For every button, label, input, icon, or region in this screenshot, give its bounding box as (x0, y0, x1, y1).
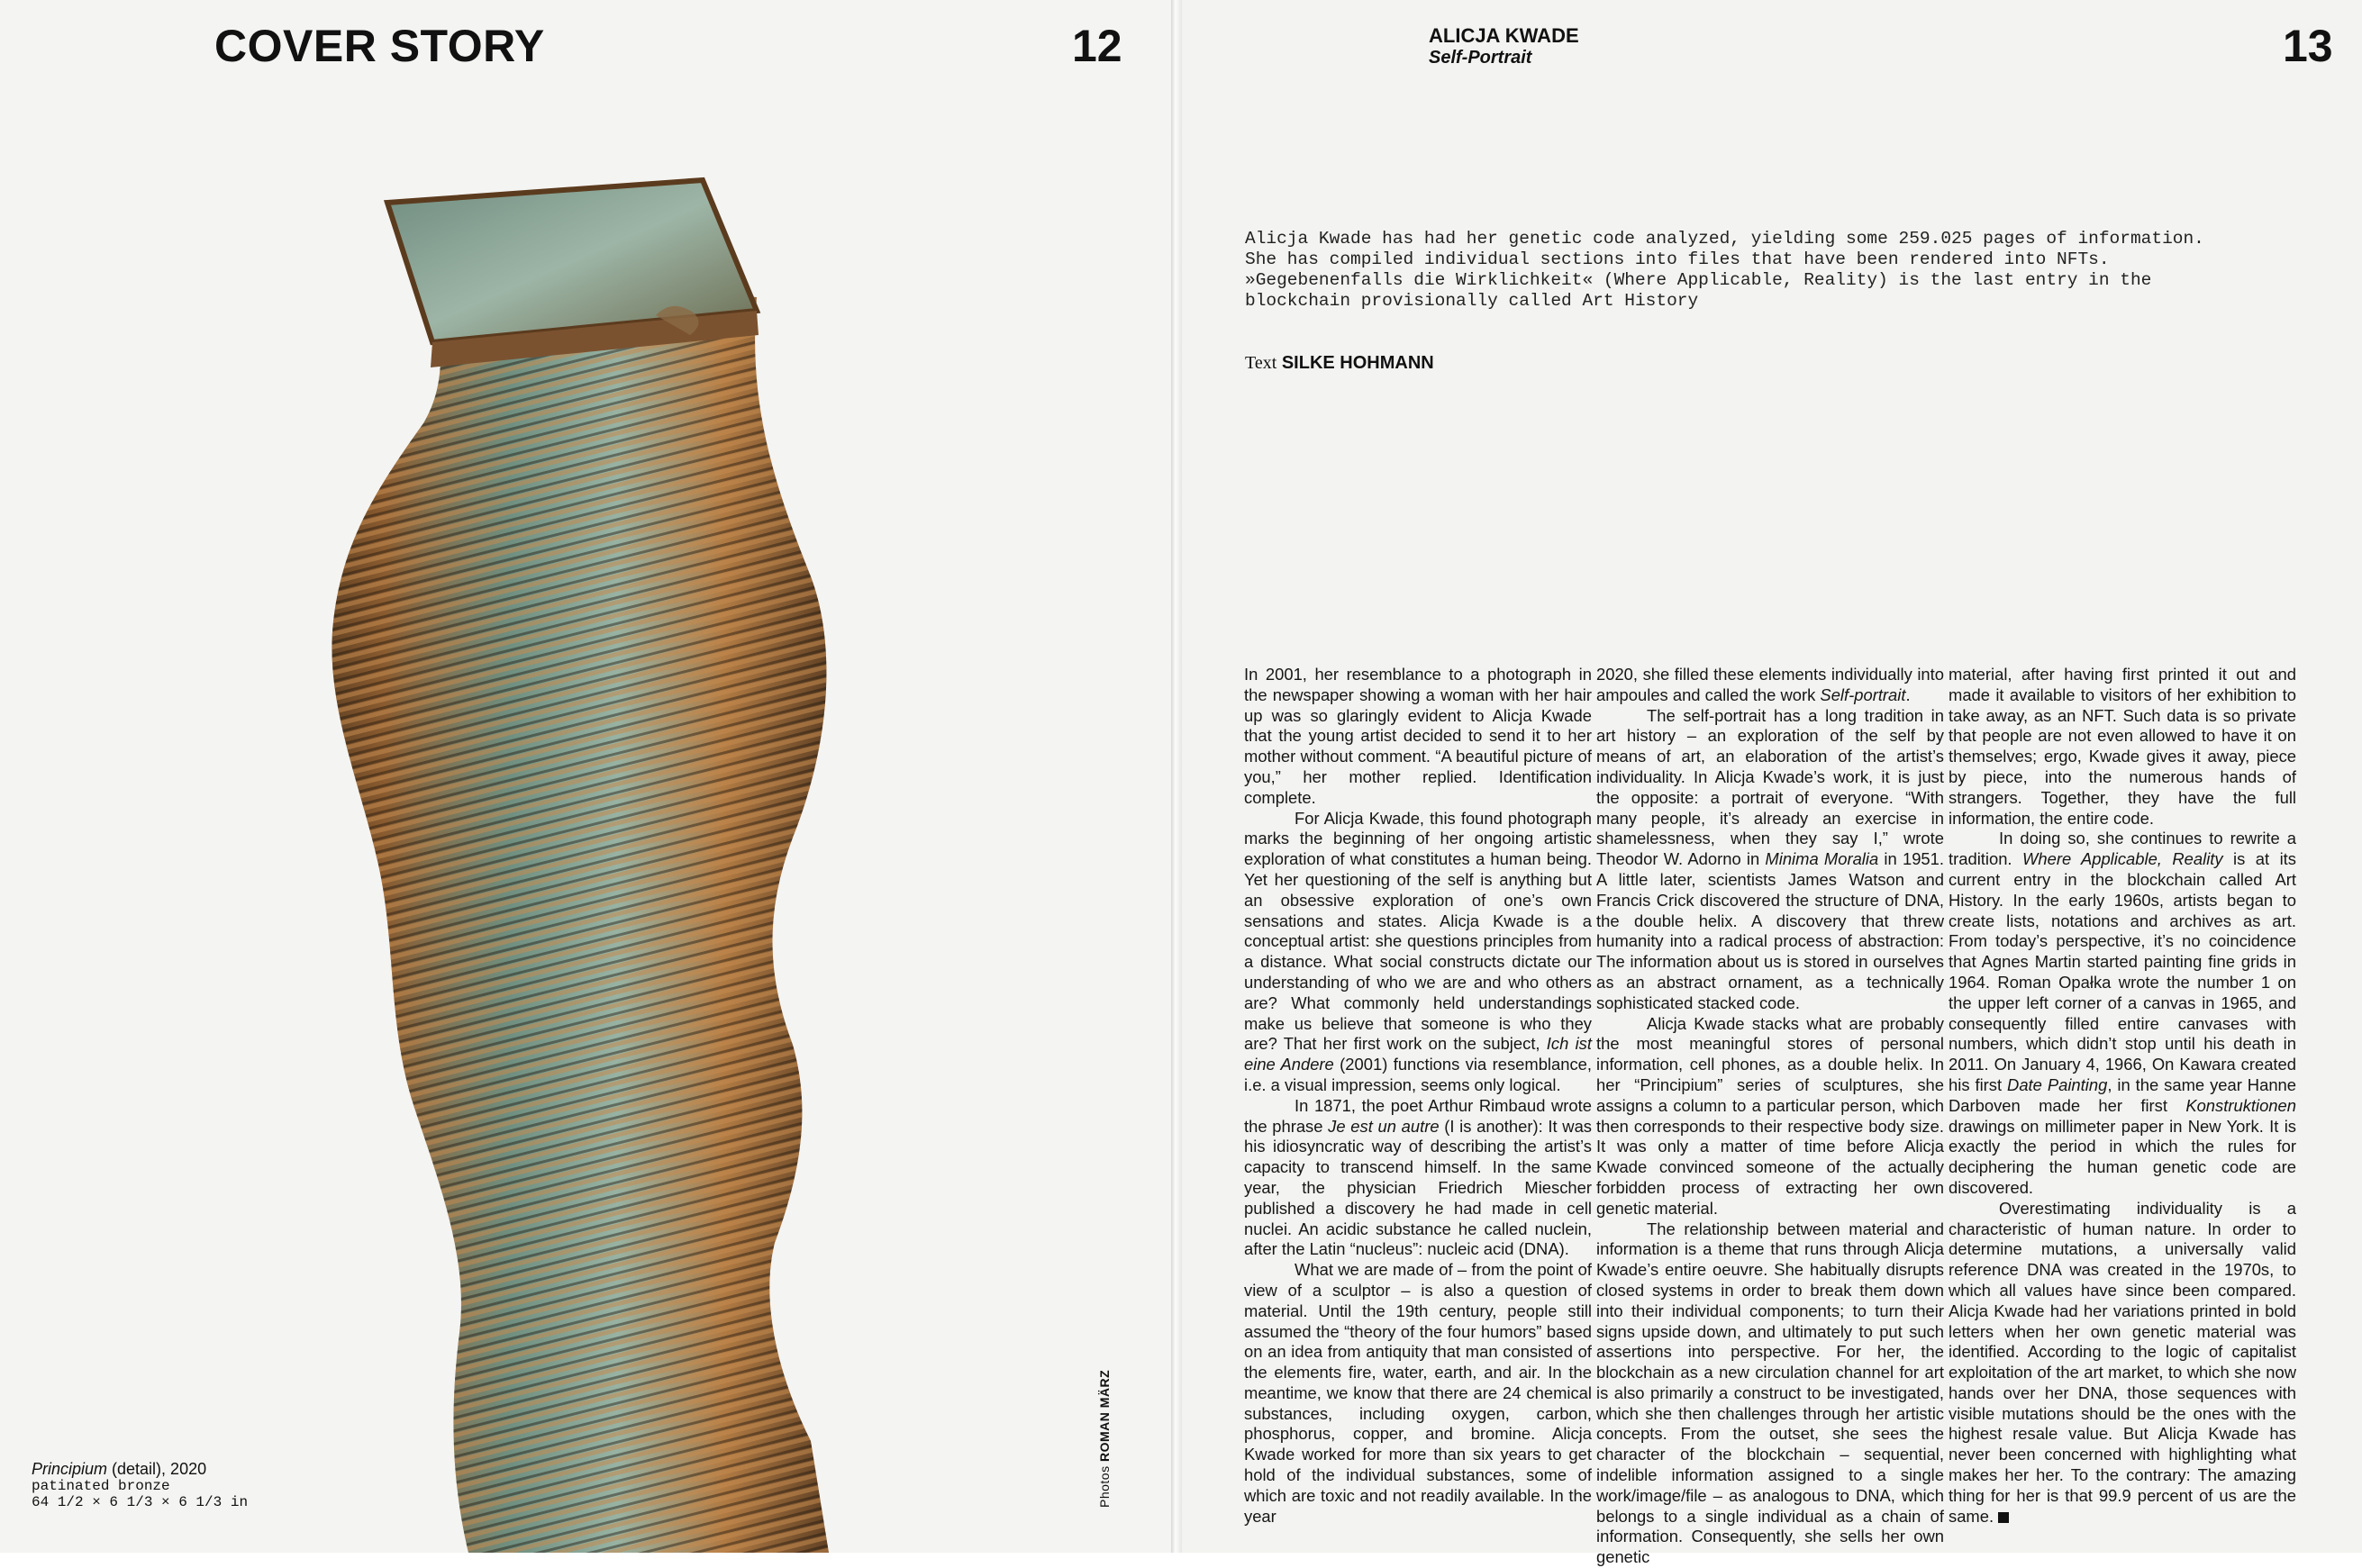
work-title: Ich ist eine Andere (1244, 1034, 1592, 1074)
paragraph: In 2001, her resemblance to a photograph in the newspaper showing a woman with her hair up was so glaringly evident to Alicja Kwade that the young artist decided to send it to her mother without comment. “A beautiful picture of you,” her mother replied. Identification complete. (1244, 665, 1592, 807)
work-title: Konstruktionen (2185, 1095, 2296, 1115)
work-title: Where Applicable, Reality (2022, 849, 2223, 869)
artwork-detail: (detail), 2020 (107, 1460, 207, 1478)
paragraph: material, after having first printed it out and made it available to visitors of her exhibition to take away, as an NFT. Such data is so private that people are not even allowed to have it on themselves; ergo, Kwade gives it away, piece by piece, into the numerous hands of strangers. Together, they have the full information, the entire code. (1949, 665, 2296, 828)
artwork-material: patinated bronze (32, 1478, 170, 1494)
article-deck: Alicja Kwade has had her genetic code analyzed, yielding some 259.025 pages of information. She has compiled individual sections into files that have been rendered into NFTs. »Gegebenenfalls die Wirklichkeit« (Where Applicable, Reality) is the last entry in the blockchain provisionally called Art History (1245, 229, 2204, 311)
paragraph: What we are made of – from the point of view of a sculptor – is also a question of material. Until the 19th century, people still assumed the “theory of the four humors” based on an idea from antiquity that man consisted of the elements fire, water, earth, and air. In the meantime, we know that there are 24 chemical substances, including oxygen, carbon, phosphorus, copper, and bromine. Alicja Kwade worked for more than six years to get hold of the individual substances, some of which are toxic and not readily available. In the year (1244, 1260, 1592, 1526)
body-column-3 (1949, 665, 2296, 1568)
quoted-phrase: Je est un autre (1328, 1116, 1440, 1136)
page-gutter (1171, 0, 1182, 1553)
end-mark-icon (1998, 1512, 2009, 1523)
right-page (1182, 0, 2362, 1567)
running-head (1429, 25, 1579, 68)
work-title: Minima Moralia (1765, 849, 1879, 869)
image-caption (32, 1461, 248, 1510)
photo-credit (1097, 1370, 1112, 1508)
work-title: Self-portrait (1820, 684, 1906, 704)
photo-credit-label: Photos (1097, 1465, 1112, 1508)
body-column-1 (1244, 665, 1592, 1568)
paragraph: In 1871, the poet Arthur Rimbaud wrote the phrase Je est un autre (I is another): It was his idiosyncratic way of describing the artist’s capacity to transcend himself. In the same year, the physician Friedrich Miescher published a discovery he had made in cell nuclei. An acidic substance he called nuclein, after the Latin “nucleus”: nucleic acid (DNA). (1244, 1095, 1592, 1259)
running-head-title: Self-Portrait (1429, 48, 1532, 68)
left-page (0, 0, 1171, 1553)
section-title: COVER STORY (214, 21, 545, 71)
artwork-title: Principium (32, 1460, 108, 1478)
work-title: Date Painting (2007, 1074, 2108, 1094)
paragraph: Alicja Kwade stacks what are probably the most meaningful stores of personal information, cell phones, as a double helix. In her “Principium” series of sculptures, she assigns a column to a particular person, which then corresponds to their respective body size. It was only a matter of time before Alicja Kwade convinced someone of the actually forbidden process of extracting her own genetic material. (1596, 1013, 1944, 1218)
paragraph: Overestimating individuality is a characteristic of human nature. In order to determine mutations, a universally valid reference DNA was created in the 1970s, to which all values have since been compared. Alicja Kwade had her variations printed in bold letters when her own genetic material was identified. According to the logic of capitalist exploitation of the art market, to which she now hands over her DNA, those sequences with visible mutations should be the ones with the highest resale value. But Alicja Kwade has never been concerned with highlighting what makes her her. To the contrary: The amazing thing for her is that 99.9 percent of us are the same. (1949, 1198, 2296, 1526)
photo-credit-name: ROMAN MÄRZ (1097, 1369, 1112, 1463)
paragraph: For Alicja Kwade, this found photograph marks the beginning of her ongoing artistic exploration of what constitutes a human being. Yet her questioning of the self is anything but an obsessive exploration of one’s own sensations and states. Alicja Kwade is a conceptual artist: she questions principles from a distance. What social constructs dictate our understanding of who we are and who others are? What commonly held understandings make us believe that someone is who they are? That her first work on the subject, Ich ist eine Andere (2001) functions via resemblance, i.e. a visual impression, seems only logical. (1244, 808, 1592, 1094)
page-number: 12 (1072, 21, 1122, 71)
paragraph: In doing so, she continues to rewrite a tradition. Where Applicable, Reality is at its current entry in the blockchain called Art History. In the early 1960s, artists began to create lists, notations and archives as art. From today’s perspective, it’s no coincidence that Agnes Martin started painting fine grids in 1964. Roman Opałka wrote the number 1 on the upper left corner of a canvas in 1965, and consequently filled entire canvases with numbers, which didn’t stop until his death in 2011. On January 4, 1966, On Kawara created his first Date Painting, in the same year Hanne Darboven made her first Konstruktionen drawings on millimeter paper in New York. It is exactly the period in which the rules for deciphering the human genetic code are discovered. (1949, 829, 2296, 1197)
page-number: 13 (2283, 21, 2333, 71)
artwork-dimensions: 64 1/2 × 6 1/3 × 6 1/3 in (32, 1494, 249, 1510)
paragraph: The self-portrait has a long tradition in art history – an exploration of the self by means of art, an elaboration of the artist’s individuality. In Alicja Kwade’s work, it is just the opposite: a portrait of everyone. “With many people, it’s already an exercise in shamelessness, when they say I,” wrote Theodor W. Adorno in Minima Moralia in 1951. A little later, scientists James Watson and Francis Crick discovered the structure of DNA, the double helix. A discovery that threw humanity into a radical process of abstraction: The information about us is stored in ourselves as an abstract ornament, as a technically sophisticated stacked code. (1596, 705, 1944, 1012)
byline-label: Text (1245, 353, 1277, 373)
byline (1245, 353, 1434, 374)
sculpture-photo (0, 0, 1171, 1553)
byline-author: SILKE HOHMANN (1281, 353, 1434, 373)
body-column-2 (1596, 665, 1944, 1568)
running-head-artist: ALICJA KWADE (1429, 24, 1579, 47)
article-body (1244, 665, 2296, 1568)
paragraph: The relationship between material and information is a theme that runs through Alicja Kwade’s entire oeuvre. She habitually disrupts closed systems in order to break them down into their individual components; to turn their signs upside down, and ultimately to put such assertions into perspective. For her, the blockchain as a new circulation channel for art is also primarily a construct to be investigated, which she then challenges through her artistic concepts. From the outset, she sees the character of the blockchain – sequential, indelible information assigned to a single work/image/file – as analogous to DNA, which belongs to a single individual as a chain of information. Consequently, she sells her own genetic (1596, 1219, 1944, 1567)
paragraph: 2020, she filled these elements individually into ampoules and called the work Self-portrait. (1596, 665, 1944, 704)
